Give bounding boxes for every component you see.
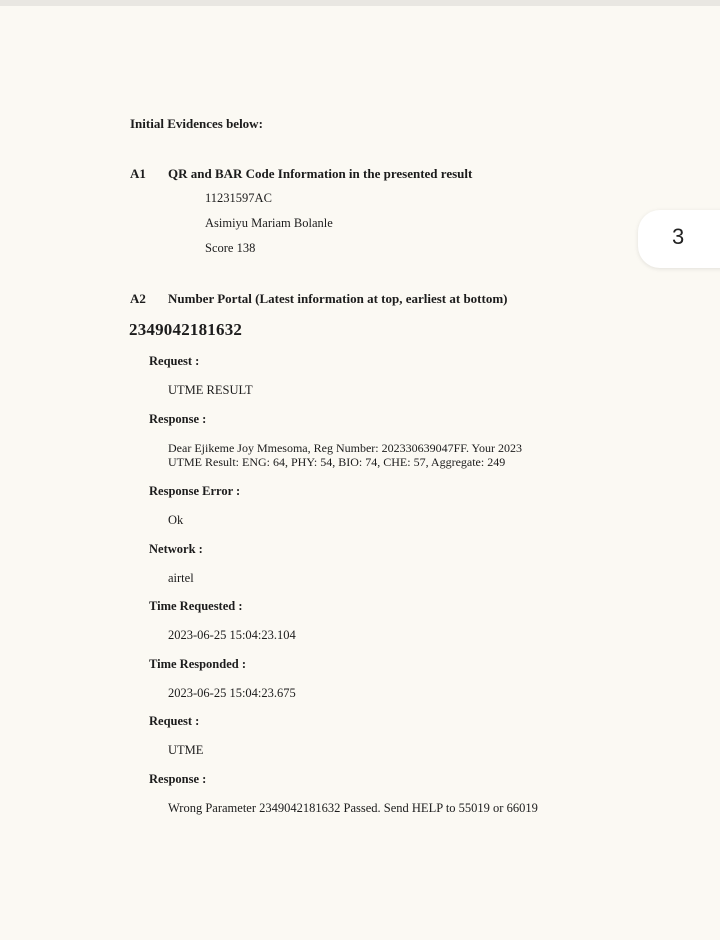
- qr-code-value: 11231597AC: [205, 191, 272, 205]
- page-number-label: 3: [672, 224, 685, 249]
- log-value-response-error: Ok: [168, 513, 184, 527]
- log-label-network: Network :: [149, 542, 203, 556]
- log-label-time-requested: Time Requested :: [149, 599, 243, 613]
- section-a2-title: Number Portal (Latest information at top, earliest at bottom): [168, 291, 508, 306]
- log-value-request-1: UTME RESULT: [168, 383, 253, 397]
- log-label-response-error: Response Error :: [149, 484, 241, 498]
- qr-name-value: Asimiyu Mariam Bolanle: [205, 216, 333, 230]
- intro-heading: Initial Evidences below:: [130, 116, 263, 131]
- log-value-network: airtel: [168, 571, 194, 585]
- log-value-response-1: [168, 441, 522, 469]
- section-a2-number: A2: [130, 291, 146, 306]
- log-label-time-responded: Time Responded :: [149, 657, 247, 671]
- log-label-response-1: Response :: [149, 412, 207, 426]
- log-value-response-2: Wrong Parameter 2349042181632 Passed. Send HELP to 55019 or 66019: [168, 801, 538, 815]
- section-a1-number: A1: [130, 166, 146, 181]
- qr-score-value: Score 138: [205, 241, 256, 255]
- log-label-request-1: Request :: [149, 354, 200, 368]
- log-label-request-2: Request :: [149, 714, 200, 728]
- log-value-time-responded: 2023-06-25 15:04:23.675: [168, 686, 296, 700]
- response-line-1: Dear Ejikeme Joy Mmesoma, Reg Number: 202330639047FF. Your 2023: [168, 441, 523, 455]
- section-a1-title: QR and BAR Code Information in the presented result: [168, 166, 473, 181]
- log-value-request-2: UTME: [168, 743, 204, 757]
- log-label-response-2: Response :: [149, 772, 207, 786]
- page-number-indicator[interactable]: [638, 210, 720, 268]
- response-line-2: UTME Result: ENG: 64, PHY: 54, BIO: 74, CHE: 57, Aggregate: 249: [168, 455, 506, 469]
- log-value-time-requested: 2023-06-25 15:04:23.104: [168, 628, 296, 642]
- phone-number: 2349042181632: [129, 320, 243, 339]
